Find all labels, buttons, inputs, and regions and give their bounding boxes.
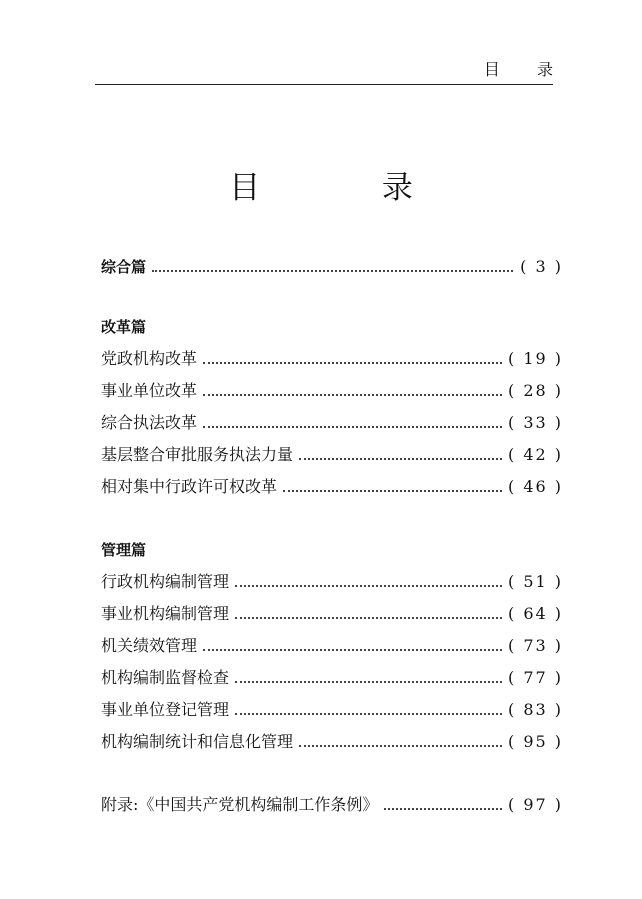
dot-leader bbox=[299, 745, 502, 747]
running-header-title: 目 录 bbox=[483, 60, 569, 79]
toc-entry[interactable] bbox=[101, 440, 563, 466]
toc-entry[interactable] bbox=[101, 663, 563, 689]
toc-entry[interactable] bbox=[101, 344, 563, 370]
toc-entry[interactable] bbox=[101, 695, 563, 721]
toc-entry-page: ( 77 ) bbox=[507, 668, 563, 687]
toc-entry-general[interactable] bbox=[101, 252, 563, 278]
toc-entry-label: 行政机构编制管理 bbox=[101, 572, 230, 591]
toc-entry-label: 机关绩效管理 bbox=[101, 636, 198, 655]
dot-leader bbox=[235, 585, 502, 587]
toc-entry-label: 综合执法改革 bbox=[101, 413, 198, 432]
dot-leader bbox=[235, 617, 502, 619]
dot-leader bbox=[152, 270, 513, 272]
dot-leader bbox=[203, 426, 502, 428]
toc-entry-label: 基层整合审批服务执法力量 bbox=[101, 445, 294, 464]
running-header bbox=[95, 60, 569, 85]
toc-entry-label: 党政机构改革 bbox=[101, 349, 198, 368]
toc-entry-page: ( 46 ) bbox=[507, 477, 563, 496]
dot-leader bbox=[203, 649, 502, 651]
dot-leader bbox=[235, 713, 502, 715]
toc-entry-page: ( 83 ) bbox=[507, 700, 563, 719]
toc-entry[interactable] bbox=[101, 376, 563, 402]
toc-entry-page: ( 42 ) bbox=[507, 445, 563, 464]
toc-entry-label: 事业机构编制管理 bbox=[101, 604, 230, 623]
toc-entry-page: ( 73 ) bbox=[507, 636, 563, 655]
toc-entry[interactable] bbox=[101, 472, 563, 498]
toc-entry-label: 机构编制统计和信息化管理 bbox=[101, 732, 294, 751]
toc-entry-label: 事业单位登记管理 bbox=[101, 700, 230, 719]
dot-leader bbox=[283, 490, 502, 492]
toc-entry-appendix[interactable] bbox=[101, 790, 563, 816]
toc-entry-page: ( 19 ) bbox=[507, 349, 563, 368]
toc-entry-page: ( 51 ) bbox=[507, 572, 563, 591]
page-title: 目 录 bbox=[229, 170, 469, 206]
dot-leader bbox=[384, 808, 502, 810]
toc-entry-page: ( 33 ) bbox=[507, 413, 563, 432]
toc-entry[interactable] bbox=[101, 631, 563, 657]
toc-entry[interactable] bbox=[101, 727, 563, 753]
dot-leader bbox=[235, 681, 502, 683]
toc-entry-page: ( 97 ) bbox=[507, 795, 563, 814]
toc-entry-label: 附录:《中国共产党机构编制工作条例》 bbox=[101, 795, 379, 814]
toc-entry-page: ( 28 ) bbox=[507, 381, 563, 400]
section-heading-management: 管理篇 bbox=[101, 541, 147, 559]
toc-entry-label: 机构编制监督检查 bbox=[101, 668, 230, 687]
toc-entry[interactable] bbox=[101, 567, 563, 593]
dot-leader bbox=[299, 458, 502, 460]
toc-entry[interactable] bbox=[101, 408, 563, 434]
toc-entry-page: ( 95 ) bbox=[507, 732, 563, 751]
toc-entry-page: ( 64 ) bbox=[507, 604, 563, 623]
dot-leader bbox=[203, 394, 502, 396]
toc-entry-label: 综合篇 bbox=[101, 258, 147, 276]
section-heading-reform: 改革篇 bbox=[101, 318, 147, 336]
toc-entry-label: 相对集中行政许可权改革 bbox=[101, 477, 278, 496]
toc-entry-label: 事业单位改革 bbox=[101, 381, 198, 400]
toc-entry-page: ( 3 ) bbox=[520, 257, 563, 276]
dot-leader bbox=[203, 362, 502, 364]
toc-entry[interactable] bbox=[101, 599, 563, 625]
